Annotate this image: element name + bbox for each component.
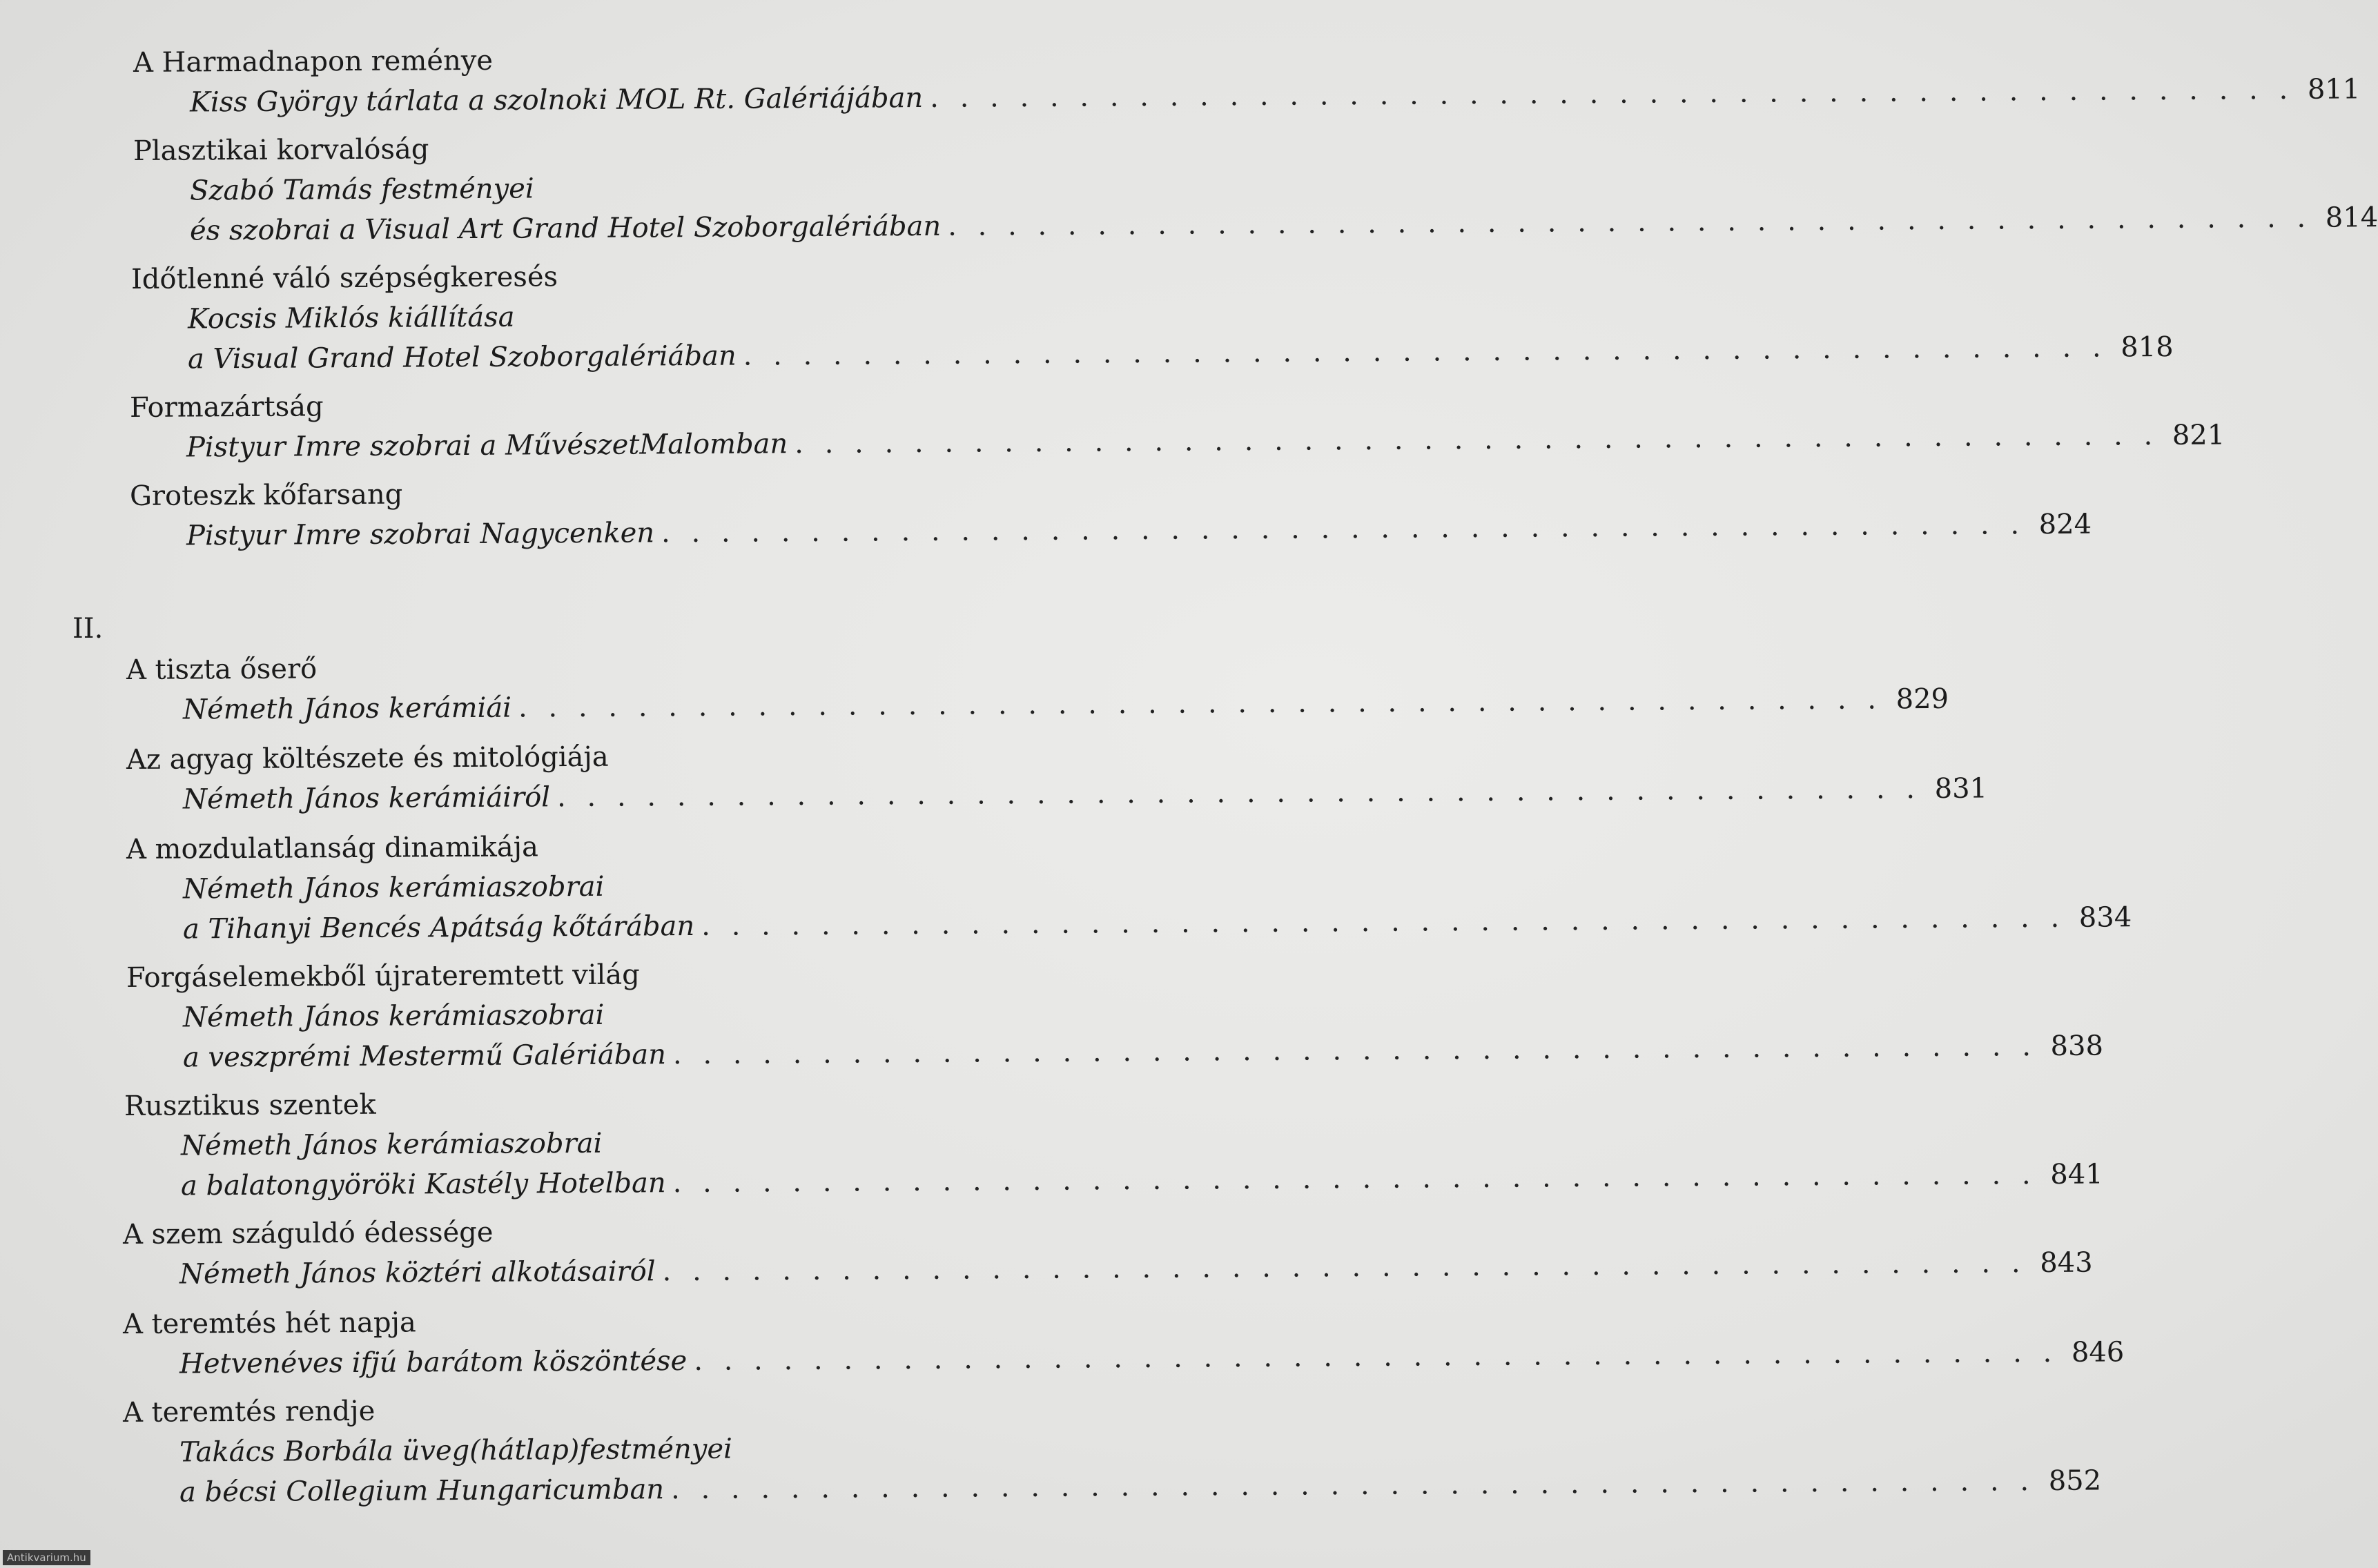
leader-dots: . . . . . . . . . . . . . . . . . . . . . . . . . . . . . . . . . . . . . . . . . . . . . . bbox=[743, 331, 2107, 372]
page-number: 818 bbox=[2121, 331, 2174, 364]
toc-entry-subtitle: Németh János kerámiaszobrai bbox=[182, 999, 605, 1034]
toc-entry-subtitle: Németh János kerámiaszobrai bbox=[180, 1127, 603, 1162]
leader-dots: . . . . . . . . . . . . . . . . . . . . . . . . . . . . . . . . . . . . . . . . . . . . . . bbox=[662, 1247, 2027, 1288]
toc-entry-subtitle: Szabó Tamás festményei bbox=[189, 173, 534, 207]
toc-entry[interactable] bbox=[130, 259, 2174, 380]
section-heading-2: II. bbox=[72, 613, 104, 645]
toc-entry[interactable] bbox=[122, 1304, 2125, 1384]
page-number: 821 bbox=[2172, 419, 2225, 451]
toc-entry-title: Formazártság bbox=[129, 391, 324, 424]
toc-entry-title: Plasztikai korvalóság bbox=[133, 133, 429, 167]
toc-entry[interactable] bbox=[126, 830, 2132, 950]
toc-entry-line bbox=[126, 772, 1988, 820]
toc-entry-subtitle: a Tihanyi Bencés Apátság kőtárában bbox=[182, 910, 695, 945]
page-number: 814 bbox=[2325, 202, 2378, 234]
toc-entry-title: A szem száguldó édessége bbox=[122, 1216, 494, 1251]
toc-entry-subtitle: Németh János kerámiaszobrai bbox=[182, 870, 605, 905]
toc-entry[interactable] bbox=[126, 650, 1949, 730]
leader-dots: . . . . . . . . . . . . . . . . . . . . . . . . . . . . . . . . . . . . . . . . . . . . . . bbox=[930, 73, 2294, 114]
leader-dots: . . . . . . . . . . . . . . . . . . . . . . . . . . . . . . . . . . . . . . . . . . . . . . bbox=[661, 509, 2026, 549]
toc-entry[interactable] bbox=[122, 1215, 2093, 1295]
toc-entry-subtitle: és szobrai a Visual Art Grand Hotel Szoborgalériában bbox=[189, 210, 942, 247]
toc-entry-title: Időtlenné váló szépségkeresés bbox=[130, 261, 558, 295]
leader-dots: . . . . . . . . . . . . . . . . . . . . . . . . . . . . . . . . . . . . . . . . . . . . . . bbox=[947, 202, 2312, 242]
page-number: 824 bbox=[2038, 508, 2092, 541]
toc-entry-subtitle: Németh János kerámiái bbox=[182, 692, 512, 726]
toc-entry-line bbox=[126, 1030, 2104, 1078]
toc-entry-title: A teremtés rendje bbox=[122, 1395, 376, 1429]
leader-dots: . . . . . . . . . . . . . . . . . . . . . . . . . . . . . . . . . . . . . . . . . . . . . . bbox=[672, 1030, 2038, 1071]
toc-entry[interactable] bbox=[133, 43, 2361, 123]
page-number: 811 bbox=[2307, 73, 2361, 106]
toc-entry[interactable] bbox=[124, 1086, 2103, 1206]
toc-entry[interactable] bbox=[133, 131, 2378, 251]
toc-entry-title: Forgáselemekből újrateremtett világ bbox=[126, 959, 640, 994]
leader-dots: . . . . . . . . . . . . . . . . . . . . . . . . . . . . . . . . . . . . . . . . . . . . . . bbox=[518, 683, 1883, 724]
leader-dots: . . . . . . . . . . . . . . . . . . . . . . . . . . . . . . . . . . . . . . . . . . . . . . bbox=[795, 420, 2159, 460]
toc-entry-subtitle: Kocsis Miklós kiállítása bbox=[187, 301, 515, 335]
toc-entry-title: Rusztikus szentek bbox=[124, 1088, 376, 1122]
toc-entry-title: A teremtés hét napja bbox=[122, 1306, 416, 1340]
page-number: 831 bbox=[1934, 772, 1988, 805]
toc-entry-line bbox=[130, 508, 2092, 556]
toc-entry-subtitle: Pistyur Imre szobrai a MűvészetMalomban bbox=[186, 428, 788, 464]
watermark: Antikvarium.hu bbox=[3, 1550, 90, 1565]
leader-dots: . . . . . . . . . . . . . . . . . . . . . . . . . . . . . . . . . . . . . . . . . . . . . . bbox=[556, 773, 1922, 814]
toc-entry-line bbox=[123, 1246, 2093, 1295]
toc-entry[interactable] bbox=[129, 388, 2225, 468]
toc-entry-subtitle: Németh János kerámiáiról bbox=[182, 781, 551, 816]
toc-entry-subtitle: Takács Borbála üveg(hátlap)festményei bbox=[179, 1433, 732, 1469]
page-number: 852 bbox=[2048, 1464, 2102, 1497]
toc-entry-subtitle: a bécsi Collegium Hungaricumban bbox=[179, 1473, 665, 1509]
toc-entry[interactable] bbox=[129, 476, 2092, 556]
toc-entry-line bbox=[133, 73, 2361, 123]
toc-entry-line bbox=[124, 1158, 2103, 1206]
toc-entry-subtitle: Pistyur Imre szobrai Nagycenken bbox=[186, 517, 655, 552]
toc-entry-title: A tiszta őserő bbox=[126, 653, 318, 686]
toc-entry-line bbox=[123, 1336, 2125, 1384]
page-number: 846 bbox=[2071, 1336, 2125, 1369]
toc-entry-title: Groteszk kőfarsang bbox=[129, 478, 403, 512]
toc-entry-line bbox=[123, 1464, 2102, 1513]
toc-entry-subtitle: Németh János köztéri alkotásairól bbox=[179, 1255, 656, 1291]
page-number: 834 bbox=[2078, 901, 2132, 934]
toc-entry-line bbox=[133, 202, 2378, 251]
toc-entry-line bbox=[126, 901, 2132, 950]
toc-entry-subtitle: Kiss György tárlata a szolnoki MOL Rt. Galériájában bbox=[189, 82, 924, 119]
toc-entry-title: A Harmadnapon reménye bbox=[133, 44, 494, 79]
toc-entry-subtitle: Hetvenéves ifjú barátom köszöntése bbox=[179, 1345, 688, 1380]
leader-dots: . . . . . . . . . . . . . . . . . . . . . . . . . . . . . . . . . . . . . . . . . . . . . . bbox=[701, 901, 2066, 942]
toc-entry-subtitle: a balatongyöröki Kastély Hotelban bbox=[180, 1167, 666, 1202]
leader-dots: . . . . . . . . . . . . . . . . . . . . . . . . . . . . . . . . . . . . . . . . . . . . . . bbox=[672, 1159, 2037, 1199]
leader-dots: . . . . . . . . . . . . . . . . . . . . . . . . . . . . . . . . . . . . . . . . . . . . . . bbox=[670, 1465, 2036, 1506]
toc-entry-subtitle: a veszprémi Mestermű Galériában bbox=[182, 1039, 667, 1074]
page-number: 843 bbox=[2040, 1246, 2093, 1280]
toc-entry-line bbox=[131, 331, 2174, 380]
toc-entry[interactable] bbox=[126, 740, 1988, 820]
leader-dots: . . . . . . . . . . . . . . . . . . . . . . . . . . . . . . . . . . . . . . . . . . . . . . bbox=[694, 1336, 2058, 1377]
toc-entry-line bbox=[130, 419, 2225, 468]
toc-entry[interactable] bbox=[126, 958, 2104, 1078]
toc-entry-subtitle: a Visual Grand Hotel Szoborgalériában bbox=[187, 340, 737, 375]
page-number: 829 bbox=[1895, 683, 1949, 716]
toc-entry-line bbox=[126, 683, 1949, 730]
toc-entry-title: A mozdulatlanság dinamikája bbox=[126, 831, 539, 865]
page-number: 841 bbox=[2050, 1158, 2103, 1190]
toc-entry[interactable] bbox=[122, 1393, 2102, 1513]
toc-entry-title: Az agyag költészete és mitológiája bbox=[126, 741, 609, 776]
page-number: 838 bbox=[2050, 1030, 2104, 1062]
